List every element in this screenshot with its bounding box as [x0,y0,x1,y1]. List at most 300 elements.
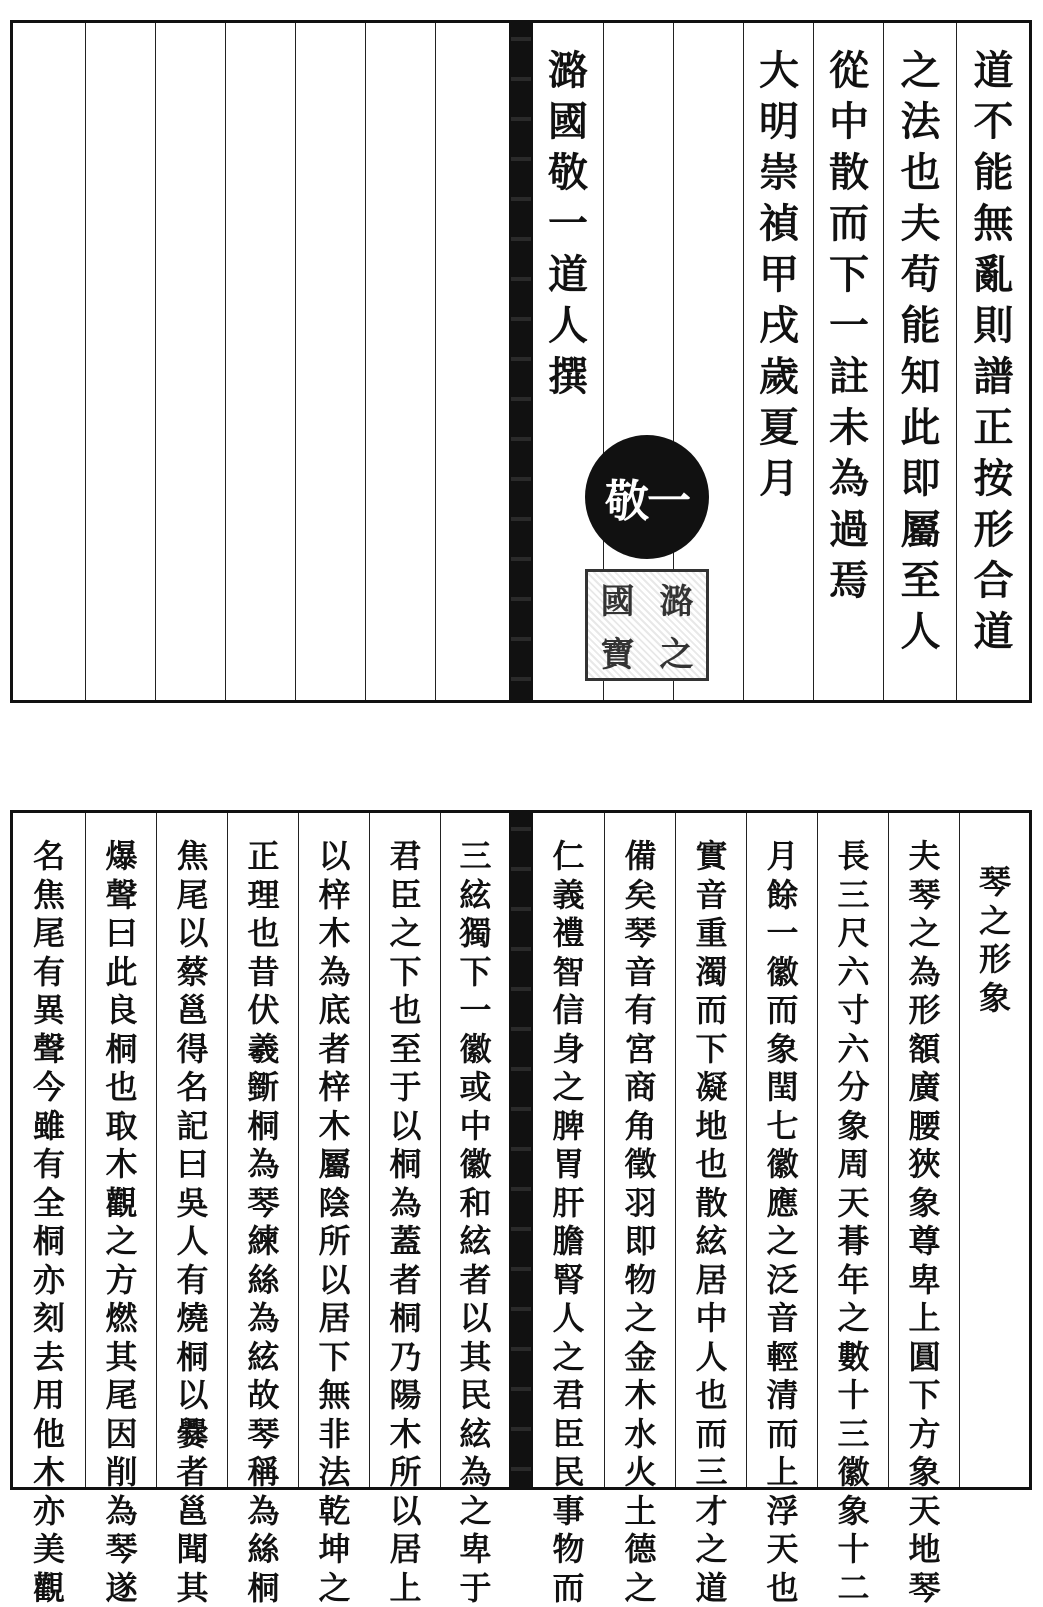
glyph: 絲 [247,1530,279,1569]
glyph: 年 [837,1261,869,1300]
glyph: 故 [247,1376,279,1415]
glyph: 為 [247,1492,279,1531]
column-text [157,837,228,1607]
glyph: 水 [624,1415,656,1454]
column-text [747,837,818,1607]
glyph: 下 [459,953,491,992]
glyph: 絃 [247,1338,279,1377]
glyph: 重 [695,914,727,953]
glyph: 中 [695,1299,727,1338]
glyph: 知 [901,351,941,402]
glyph: 象 [837,1107,869,1146]
glyph: 所 [318,1222,350,1261]
column-text [818,837,889,1607]
glyph: 尾 [33,914,65,953]
glyph: 天 [908,1492,940,1531]
glyph: 散 [695,1184,727,1223]
bottom-right-page [531,813,1029,1487]
glyph: 桐 [389,1299,421,1338]
column-text [533,837,604,1607]
glyph: 無 [318,1376,350,1415]
column-text [814,45,884,606]
glyph: 過 [829,504,869,555]
glyph: 木 [33,1453,65,1492]
glyph: 以 [459,1299,491,1338]
glyph: 者 [176,1453,208,1492]
glyph: 物 [552,1530,584,1569]
text-column [440,813,510,1487]
glyph: 夫 [908,837,940,876]
chapter-title [960,863,1030,1017]
glyph: 人 [552,1299,584,1338]
glyph: 而 [829,198,869,249]
glyph: 形 [979,940,1011,979]
square-seal [585,569,709,681]
glyph: 良 [105,991,137,1030]
glyph: 蓋 [389,1222,421,1261]
glyph: 尊 [908,1222,940,1261]
glyph: 底 [318,991,350,1030]
column-text [676,837,747,1607]
glyph: 聞 [176,1530,208,1569]
glyph: 備 [624,837,656,876]
glyph: 木 [318,1107,350,1146]
glyph: 形 [908,991,940,1030]
glyph: 下 [908,1376,940,1415]
glyph: 月 [766,837,798,876]
glyph: 屬 [901,504,941,555]
glyph: 苟 [901,249,941,300]
column-text [889,837,960,1607]
glyph: 象 [837,1492,869,1531]
glyph: 乃 [389,1338,421,1377]
glyph: 而 [695,991,727,1030]
text-column [743,23,814,700]
glyph: 木 [389,1415,421,1454]
glyph: 琴 [908,876,940,915]
glyph: 金 [624,1338,656,1377]
glyph: 用 [33,1376,65,1415]
glyph: 道 [974,45,1014,96]
glyph: 上 [389,1569,421,1607]
glyph: 民 [552,1453,584,1492]
glyph: 肝 [552,1184,584,1223]
glyph: 即 [624,1222,656,1261]
glyph: 月 [759,453,799,504]
glyph: 上 [766,1453,798,1492]
glyph: 散 [829,147,869,198]
glyph: 道 [548,249,588,300]
text-column [888,813,960,1487]
glyph: 周 [837,1145,869,1184]
glyph: 去 [33,1338,65,1377]
glyph: 吳 [176,1184,208,1223]
glyph: 亂 [974,249,1014,300]
glyph: 民 [459,1376,491,1415]
glyph: 徽 [837,1453,869,1492]
glyph: 非 [318,1415,350,1454]
glyph: 爆 [105,837,137,876]
glyph: 人 [176,1222,208,1261]
glyph: 一 [459,991,491,1030]
glyph: 以 [176,914,208,953]
glyph: 有 [176,1261,208,1300]
seal-char: 之 [647,627,706,676]
glyph: 下 [695,1030,727,1069]
glyph: 于 [459,1569,491,1607]
glyph: 角 [624,1107,656,1146]
glyph: 之 [389,914,421,953]
glyph: 以 [389,1492,421,1531]
top-left-page-blank [13,23,511,700]
glyph: 者 [459,1261,491,1300]
glyph: 居 [695,1261,727,1300]
glyph: 為 [247,1145,279,1184]
glyph: 亦 [33,1261,65,1300]
glyph: 七 [766,1107,798,1146]
glyph: 商 [624,1068,656,1107]
glyph: 居 [318,1299,350,1338]
glyph: 之 [459,1492,491,1531]
glyph: 有 [624,991,656,1030]
text-column [298,813,370,1487]
glyph: 焦 [176,837,208,876]
glyph: 琴 [624,914,656,953]
glyph: 得 [176,1030,208,1069]
glyph: 象 [908,1453,940,1492]
glyph: 于 [389,1068,421,1107]
glyph: 信 [552,991,584,1030]
glyph: 大 [759,45,799,96]
glyph: 記 [176,1107,208,1146]
glyph: 禎 [759,198,799,249]
glyph: 屬 [318,1145,350,1184]
glyph: 形 [974,504,1014,555]
glyph: 禮 [552,914,584,953]
glyph: 之 [552,1068,584,1107]
glyph: 法 [318,1453,350,1492]
glyph: 臣 [552,1415,584,1454]
glyph: 脾 [552,1107,584,1146]
glyph: 之 [318,1569,350,1607]
glyph: 一 [548,198,588,249]
glyph: 桐 [176,1338,208,1377]
glyph: 清 [766,1376,798,1415]
glyph: 天 [837,1184,869,1223]
text-column [956,23,1030,700]
text-column [85,813,157,1487]
glyph: 輕 [766,1338,798,1377]
glyph: 而 [766,991,798,1030]
glyph: 三 [695,1453,727,1492]
glyph: 者 [389,1261,421,1300]
glyph: 遂 [105,1569,137,1607]
glyph: 有 [33,1145,65,1184]
glyph: 也 [105,1068,137,1107]
glyph: 廣 [908,1068,940,1107]
glyph: 仁 [552,837,584,876]
glyph: 中 [829,96,869,147]
glyph: 削 [105,1453,137,1492]
bottom-left-page [13,813,511,1487]
glyph: 合 [974,555,1014,606]
blank-column [225,23,296,700]
glyph: 陰 [318,1184,350,1223]
glyph: 甲 [759,249,799,300]
column-text [884,45,957,657]
seal-char: 寶 [588,627,647,676]
glyph: 其 [105,1338,137,1377]
glyph: 宮 [624,1030,656,1069]
glyph: 異 [33,991,65,1030]
glyph: 朞 [837,1222,869,1261]
glyph: 稱 [247,1453,279,1492]
glyph: 尺 [837,914,869,953]
glyph: 曰 [176,1145,208,1184]
glyph: 桐 [105,1030,137,1069]
glyph: 此 [105,953,137,992]
glyph: 象 [908,1184,940,1223]
glyph: 至 [389,1030,421,1069]
glyph: 寸 [837,991,869,1030]
glyph: 邕 [176,1492,208,1531]
glyph: 羽 [624,1184,656,1223]
glyph: 琴 [247,1184,279,1223]
glyph: 象 [979,979,1011,1018]
glyph: 斵 [247,1068,279,1107]
text-column [227,813,299,1487]
glyph: 桐 [247,1107,279,1146]
column-text [957,45,1030,657]
glyph: 三 [459,837,491,876]
blank-column [295,23,366,700]
glyph: 敬 [548,147,588,198]
glyph: 絃 [695,1222,727,1261]
glyph: 觀 [33,1569,65,1607]
glyph: 尾 [176,876,208,915]
glyph: 徽 [766,1145,798,1184]
glyph: 之 [105,1222,137,1261]
bottom-book-spread [10,810,1032,1490]
glyph: 凝 [695,1068,727,1107]
column-text [441,837,510,1607]
glyph: 矣 [624,876,656,915]
glyph: 戌 [759,300,799,351]
glyph: 膽 [552,1222,584,1261]
glyph: 有 [33,953,65,992]
glyph: 而 [695,1415,727,1454]
glyph: 人 [901,606,941,657]
glyph: 刻 [33,1299,65,1338]
text-column [369,813,441,1487]
glyph: 絃 [459,1222,491,1261]
glyph: 以 [318,837,350,876]
glyph: 燒 [176,1299,208,1338]
glyph: 也 [247,914,279,953]
glyph: 三 [837,1415,869,1454]
glyph: 也 [695,1145,727,1184]
glyph: 才 [695,1492,727,1531]
glyph: 徵 [624,1145,656,1184]
glyph: 下 [829,249,869,300]
glyph: 明 [759,96,799,147]
glyph: 分 [837,1068,869,1107]
glyph: 絃 [459,1415,491,1454]
glyph: 下 [318,1338,350,1377]
glyph: 事 [552,1492,584,1531]
glyph: 其 [176,1569,208,1607]
glyph: 琴 [908,1569,940,1607]
glyph: 之 [766,1222,798,1261]
glyph: 天 [766,1530,798,1569]
glyph: 陽 [389,1376,421,1415]
glyph: 之 [979,902,1011,941]
seal-char: 國 [588,574,647,623]
glyph: 崇 [759,147,799,198]
glyph: 潞 [548,45,588,96]
glyph: 地 [695,1107,727,1146]
glyph: 卑 [908,1261,940,1300]
glyph: 因 [105,1415,137,1454]
glyph: 狹 [908,1145,940,1184]
glyph: 伏 [247,991,279,1030]
text-column [533,813,604,1487]
glyph: 一 [829,300,869,351]
glyph: 之 [624,1299,656,1338]
glyph: 者 [318,1030,350,1069]
glyph: 邕 [176,991,208,1030]
glyph: 中 [459,1107,491,1146]
glyph: 物 [624,1261,656,1300]
glyph: 木 [624,1376,656,1415]
glyph: 之 [695,1530,727,1569]
glyph: 以 [389,1107,421,1146]
glyph: 不 [974,96,1014,147]
glyph: 觀 [105,1184,137,1223]
column-text [605,837,676,1607]
glyph: 乾 [318,1492,350,1531]
glyph: 能 [974,147,1014,198]
text-column [604,813,676,1487]
glyph: 也 [766,1569,798,1607]
glyph: 之 [552,1338,584,1377]
glyph: 也 [901,147,941,198]
glyph: 為 [908,953,940,992]
glyph: 桐 [247,1569,279,1607]
glyph: 譜 [974,351,1014,402]
glyph: 至 [901,555,941,606]
column-text [86,837,157,1607]
glyph: 木 [105,1145,137,1184]
glyph: 腎 [552,1261,584,1300]
glyph: 胃 [552,1145,584,1184]
glyph: 道 [695,1569,727,1607]
book-spine [511,23,531,700]
glyph: 徽 [766,953,798,992]
glyph: 道 [974,606,1014,657]
glyph: 餘 [766,876,798,915]
glyph: 下 [389,953,421,992]
glyph: 濁 [695,953,727,992]
glyph: 火 [624,1453,656,1492]
glyph: 上 [908,1299,940,1338]
glyph: 額 [908,1030,940,1069]
glyph: 二 [837,1569,869,1607]
column-text [13,837,85,1607]
glyph: 曰 [105,914,137,953]
glyph: 名 [176,1068,208,1107]
glyph: 其 [459,1338,491,1377]
glyph: 徽 [459,1030,491,1069]
glyph: 即 [901,453,941,504]
glyph: 閏 [766,1068,798,1107]
glyph: 夫 [901,198,941,249]
glyph: 聲 [105,876,137,915]
chapter-title-column [959,813,1030,1487]
glyph: 為 [105,1492,137,1531]
glyph: 音 [695,876,727,915]
glyph: 國 [548,96,588,147]
glyph: 名 [33,837,65,876]
book-spine [511,813,531,1487]
column-text [744,45,814,504]
column-text [370,837,441,1607]
glyph: 音 [624,953,656,992]
glyph: 羲 [247,1030,279,1069]
glyph: 以 [318,1261,350,1300]
glyph: 也 [389,991,421,1030]
glyph: 或 [459,1068,491,1107]
column-text [299,837,370,1607]
blank-column [155,23,226,700]
glyph: 能 [901,300,941,351]
glyph: 浮 [766,1492,798,1531]
glyph: 尾 [105,1376,137,1415]
glyph: 十 [837,1530,869,1569]
glyph: 之 [901,45,941,96]
glyph: 則 [974,300,1014,351]
glyph: 焦 [33,876,65,915]
blank-column [85,23,156,700]
glyph: 練 [247,1222,279,1261]
glyph: 雖 [33,1107,65,1146]
glyph: 象 [766,1030,798,1069]
glyph: 地 [908,1530,940,1569]
glyph: 三 [837,876,869,915]
glyph: 無 [974,198,1014,249]
glyph: 昔 [247,953,279,992]
glyph: 為 [459,1453,491,1492]
glyph: 坤 [318,1530,350,1569]
glyph: 方 [105,1261,137,1300]
glyph: 之 [837,1299,869,1338]
glyph: 之 [908,914,940,953]
glyph: 撰 [548,351,588,402]
glyph: 而 [552,1569,584,1607]
seal-char: 潞 [647,574,706,623]
glyph: 桐 [33,1222,65,1261]
text-column [813,23,884,700]
glyph: 聲 [33,1030,65,1069]
glyph: 焉 [829,555,869,606]
glyph: 人 [695,1338,727,1377]
glyph: 腰 [908,1107,940,1146]
glyph: 應 [766,1184,798,1223]
glyph: 音 [766,1299,798,1338]
glyph: 為 [247,1299,279,1338]
blank-column [365,23,436,700]
glyph: 土 [624,1492,656,1531]
